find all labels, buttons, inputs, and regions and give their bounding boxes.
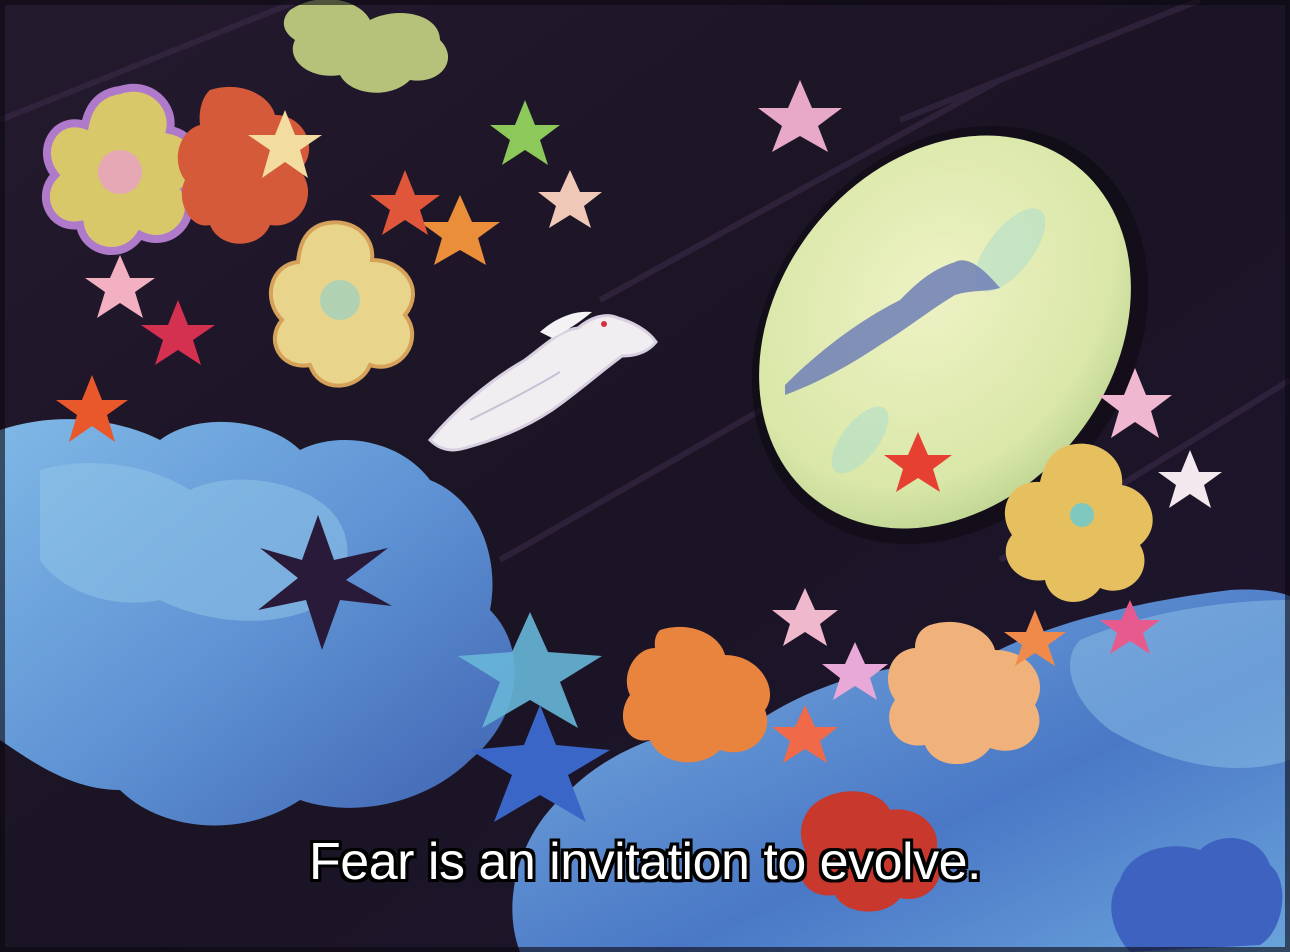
subtitle-caption: Fear is an invitation to evolve. [309, 833, 981, 891]
